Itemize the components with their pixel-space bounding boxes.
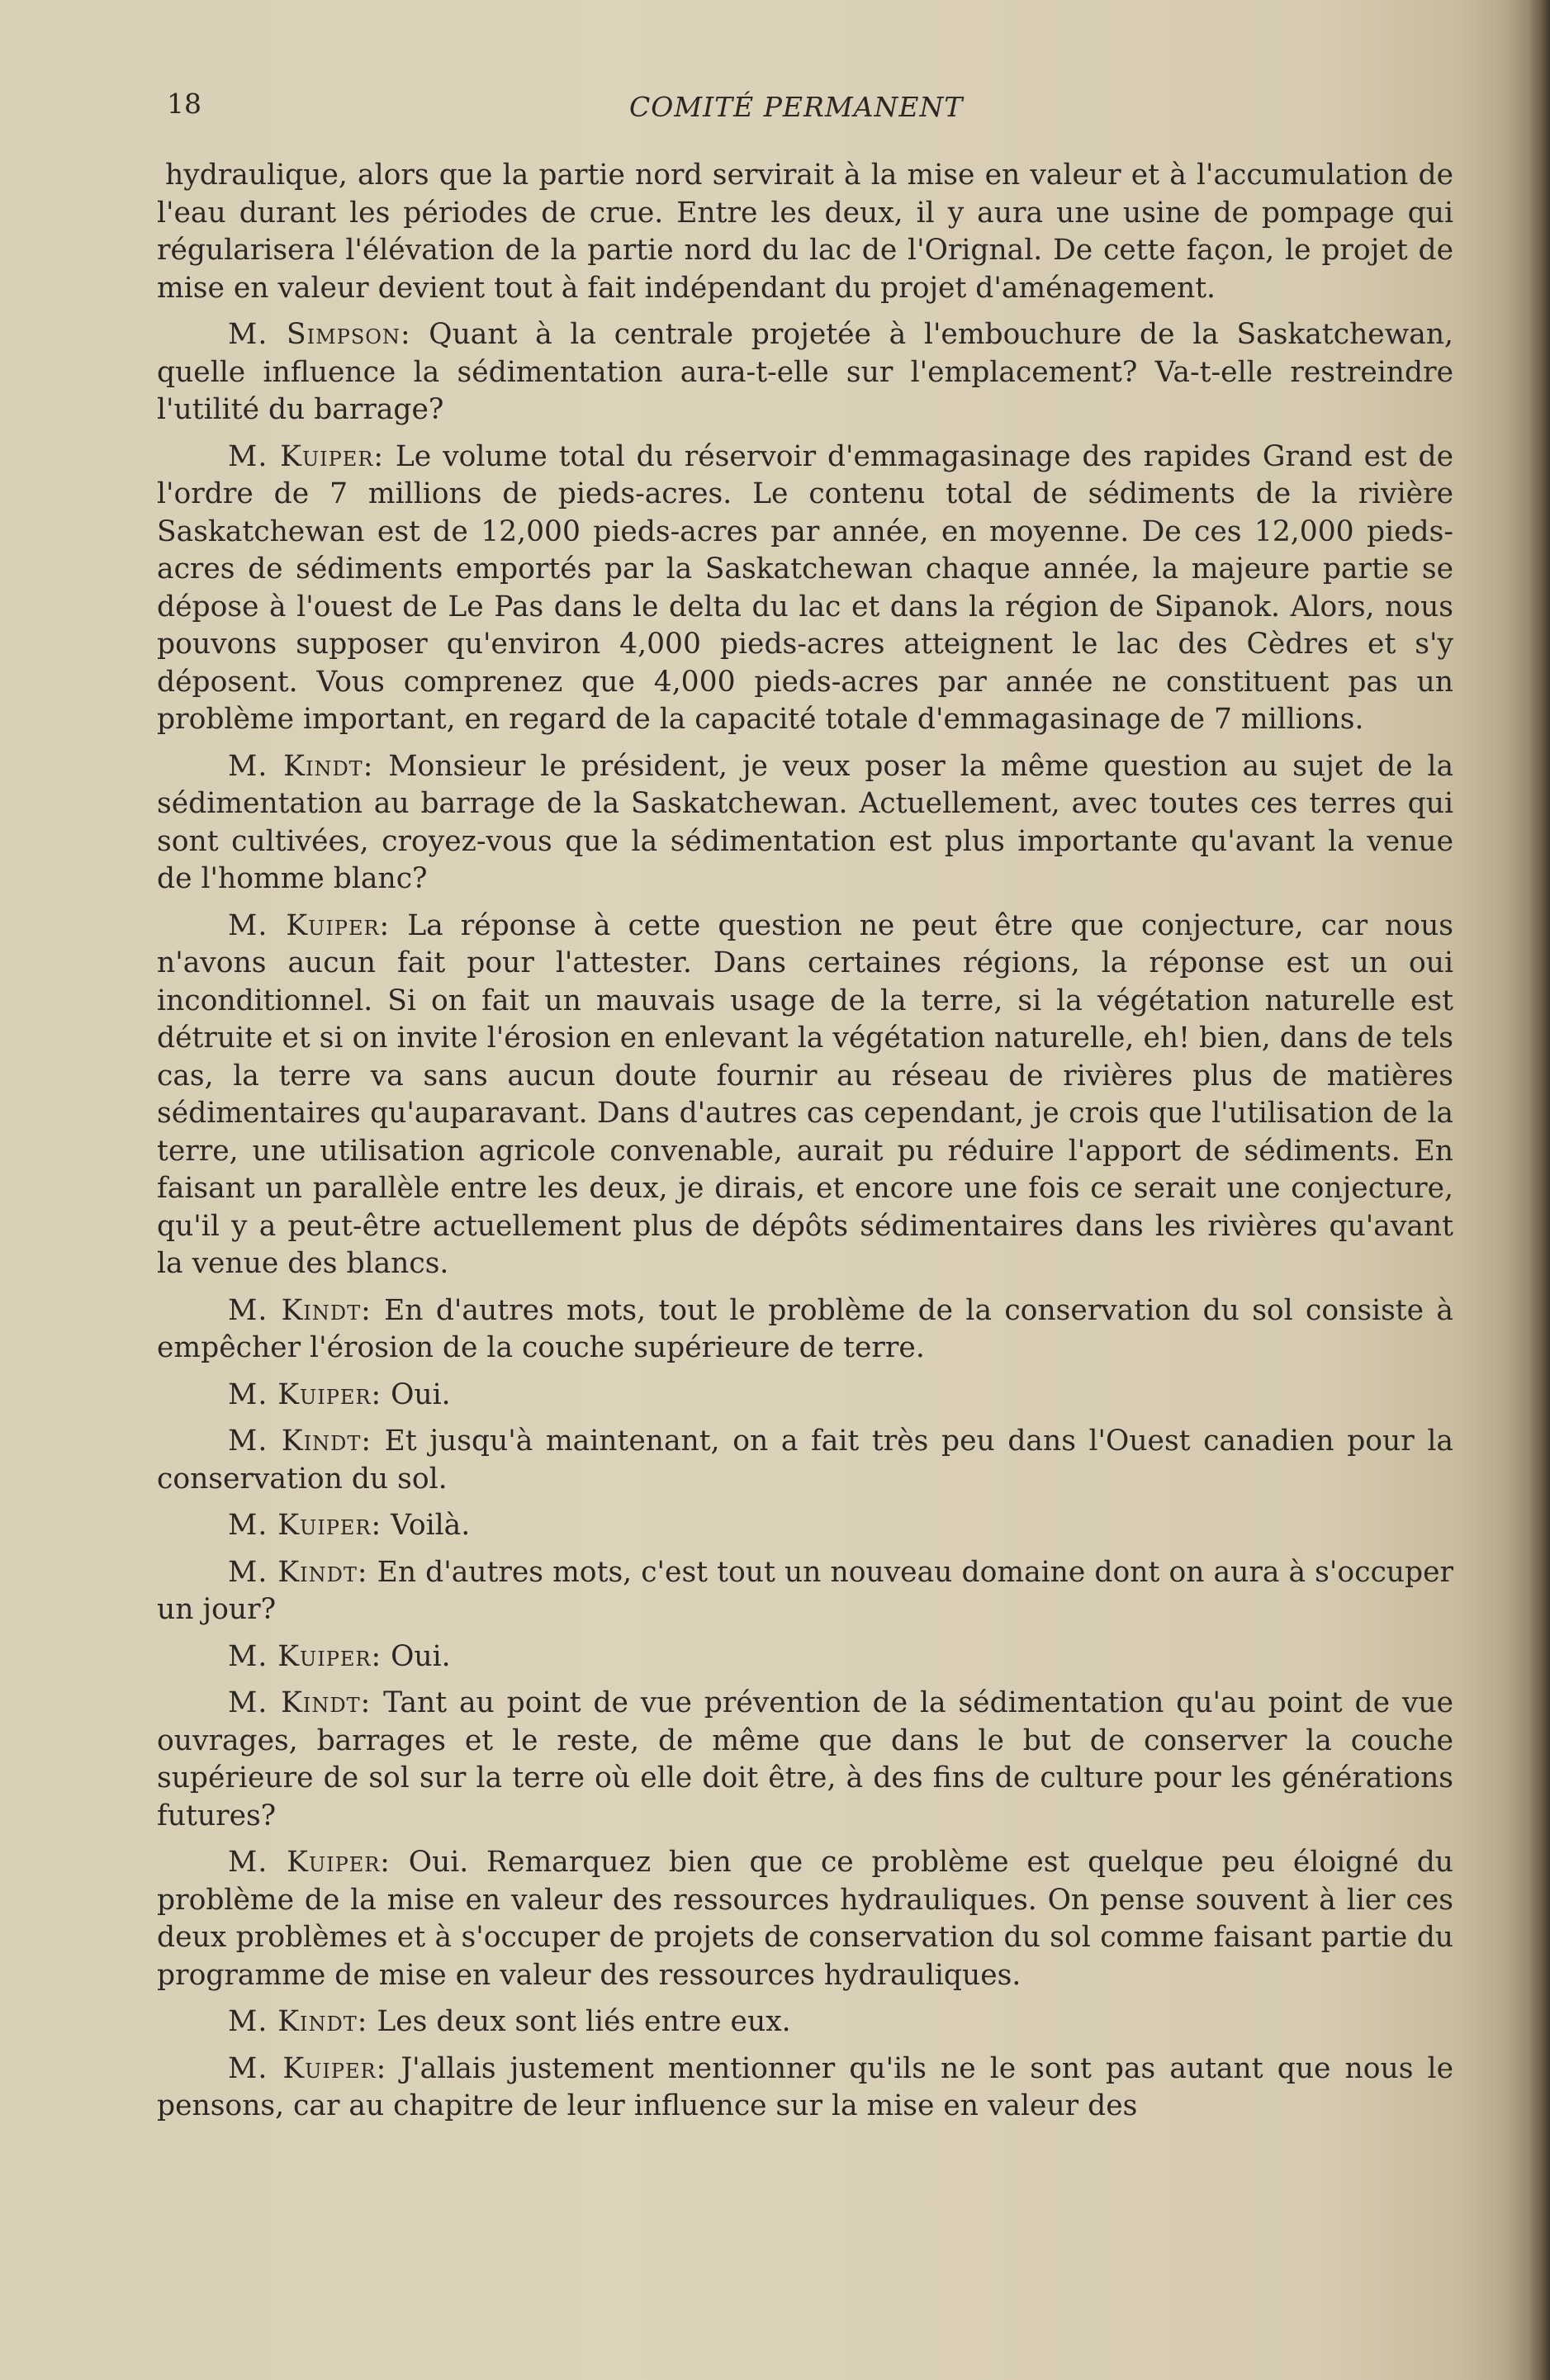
speaker-name: M. Kuiper:	[228, 908, 391, 942]
speaker-name: M. Kindt:	[228, 1686, 372, 1719]
paragraph-text: Voilà.	[391, 1509, 471, 1542]
paragraph	[157, 908, 1453, 1283]
paragraph	[157, 2050, 1453, 2126]
paragraph-text: J'allais justement mentionner qu'ils ne le sont pas autant que nous le pensons, car au chapitre de leur influence sur la mise en valeur des	[157, 2051, 1453, 2122]
speaker-name: M. Kuiper:	[228, 1639, 382, 1673]
paragraph	[157, 439, 1453, 739]
paragraph-text: La réponse à cette question ne peut être que conjecture, car nous n'avons aucun fait pour l'attester. Dans certaines régions, la réponse est un oui inconditionnel. Si on fait un mauvais usage de la terre, si la végétation naturelle est détruite et si on invite l'érosion en enlevant la végétation naturelle, eh! bien, dans de tels cas, la terre va sans aucun doute fournir au réseau de rivières plus de matières sédimentaires qu'auparavant. Dans d'autres cas cependant, je crois que l'utilisation de la terre, une utilisation agricole convenable, aurait pu réduire l'apport de sédiments. En faisant un parallèle entre les deux, je dirais, et encore une fois ce serait une conjecture, qu'il y a peut-être actuellement plus de dépôts sédimentaires dans les rivières qu'avant la venue des blancs.	[157, 908, 1453, 1280]
paragraph	[157, 1507, 1453, 1545]
page-binding-edge	[1529, 0, 1550, 2380]
paragraph	[157, 748, 1453, 898]
paragraph	[157, 1844, 1453, 1994]
page-body	[157, 157, 1453, 2135]
speaker-name: M. Kindt:	[228, 1293, 372, 1327]
paragraph	[157, 1292, 1453, 1368]
speaker-name: M. Kuiper:	[228, 1846, 391, 1879]
paragraph-text: Quant à la centrale projetée à l'embouchure de la Saskatchewan, quelle influence la sédimentation aura-t-elle sur l'emplacement? Va-t-elle restreindre l'utilité du barrage?	[157, 318, 1454, 426]
paragraph-text: Oui.	[391, 1639, 451, 1673]
speaker-name: M. Kindt:	[228, 2005, 368, 2038]
paragraph-text: Oui.	[391, 1377, 451, 1411]
paragraph	[157, 2003, 1453, 2041]
paragraph-text: Les deux sont liés entre eux.	[377, 2005, 791, 2038]
paragraph	[157, 1554, 1453, 1629]
paragraph-text: En d'autres mots, c'est tout un nouveau domaine dont on aura à s'occuper un jour?	[157, 1555, 1453, 1626]
paragraph	[157, 1685, 1453, 1835]
speaker-name: M. Kuiper:	[228, 1377, 382, 1411]
paragraph-text: Et jusqu'à maintenant, on a fait très peu dans l'Ouest canadien pour la conservation du sol.	[157, 1425, 1453, 1496]
paragraph	[157, 157, 1453, 307]
page-header	[167, 88, 1455, 129]
speaker-name: M. Kindt:	[228, 1425, 372, 1458]
speaker-name: M. Simpson:	[228, 318, 411, 351]
running-title: COMITÉ PERMANENT	[629, 91, 964, 123]
speaker-name: M. Kuiper:	[228, 439, 385, 473]
speaker-name: M. Kindt:	[228, 749, 374, 783]
paragraph-text: Monsieur le président, je veux poser la même question au sujet de la sédimentation au barrage de la Saskatchewan. Actuellement, avec toutes ces terres qui sont cultivées, croyez-vous que la sédimentation est plus importante qu'avant la venue de l'homme blanc?	[157, 749, 1454, 895]
paragraph-text: hydraulique, alors que la partie nord servirait à la mise en valeur et à l'accumulation de l'eau durant les périodes de crue. Entre les deux, il y aura une usine de pompage qui régularisera l'élévation de la partie nord du lac de l'Orignal. De cette façon, le projet de mise en valeur devient tout à fait indépendant du projet d'aménagement.	[157, 159, 1453, 305]
speaker-name: M. Kindt:	[228, 1555, 368, 1589]
paragraph	[157, 316, 1453, 429]
paragraph	[157, 1638, 1453, 1676]
speaker-name: M. Kuiper:	[228, 2051, 387, 2085]
paragraph-text: Le volume total du réservoir d'emmagasinage des rapides Grand est de l'ordre de 7 millions de pieds-acres. Le contenu total de sédiments de la rivière Saskatchewan est de 12,000 pieds-acres par année, en moyenne. De ces 12,000 pieds-acres de sédiments emportés par la Saskatchewan chaque année, la majeure partie se dépose à l'ouest de Le Pas dans le delta du lac et dans la région de Sipanok. Alors, nous pouvons supposer qu'environ 4,000 pieds-acres atteignent le lac des Cèdres et s'y déposent. Vous comprenez que 4,000 pieds-acres par année ne constituent pas un problème important, en regard de la capacité totale d'emmagasinage de 7 millions.	[157, 439, 1453, 736]
page-number: 18	[167, 88, 201, 120]
paragraph	[157, 1423, 1453, 1498]
speaker-name: M. Kuiper:	[228, 1509, 382, 1542]
paragraph-text: Tant au point de vue prévention de la sédimentation qu'au point de vue ouvrages, barrages et le reste, de même que dans le but de conserver la couche supérieure de sol sur la terre où elle doit être, à des fins de culture pour les générations futures?	[157, 1686, 1453, 1832]
paragraph-text: En d'autres mots, tout le problème de la conservation du sol consiste à empêcher l'érosion de la couche supérieure de terre.	[157, 1293, 1453, 1364]
paragraph	[157, 1377, 1453, 1415]
paragraph-text: Oui. Remarquez bien que ce problème est quelque peu éloigné du problème de la mise en valeur des ressources hydrauliques. On pense souvent à lier ces deux problèmes et à s'occuper de projets de conservation du sol comme faisant partie du programme de mise en valeur des ressources hydrauliques.	[157, 1846, 1453, 1992]
